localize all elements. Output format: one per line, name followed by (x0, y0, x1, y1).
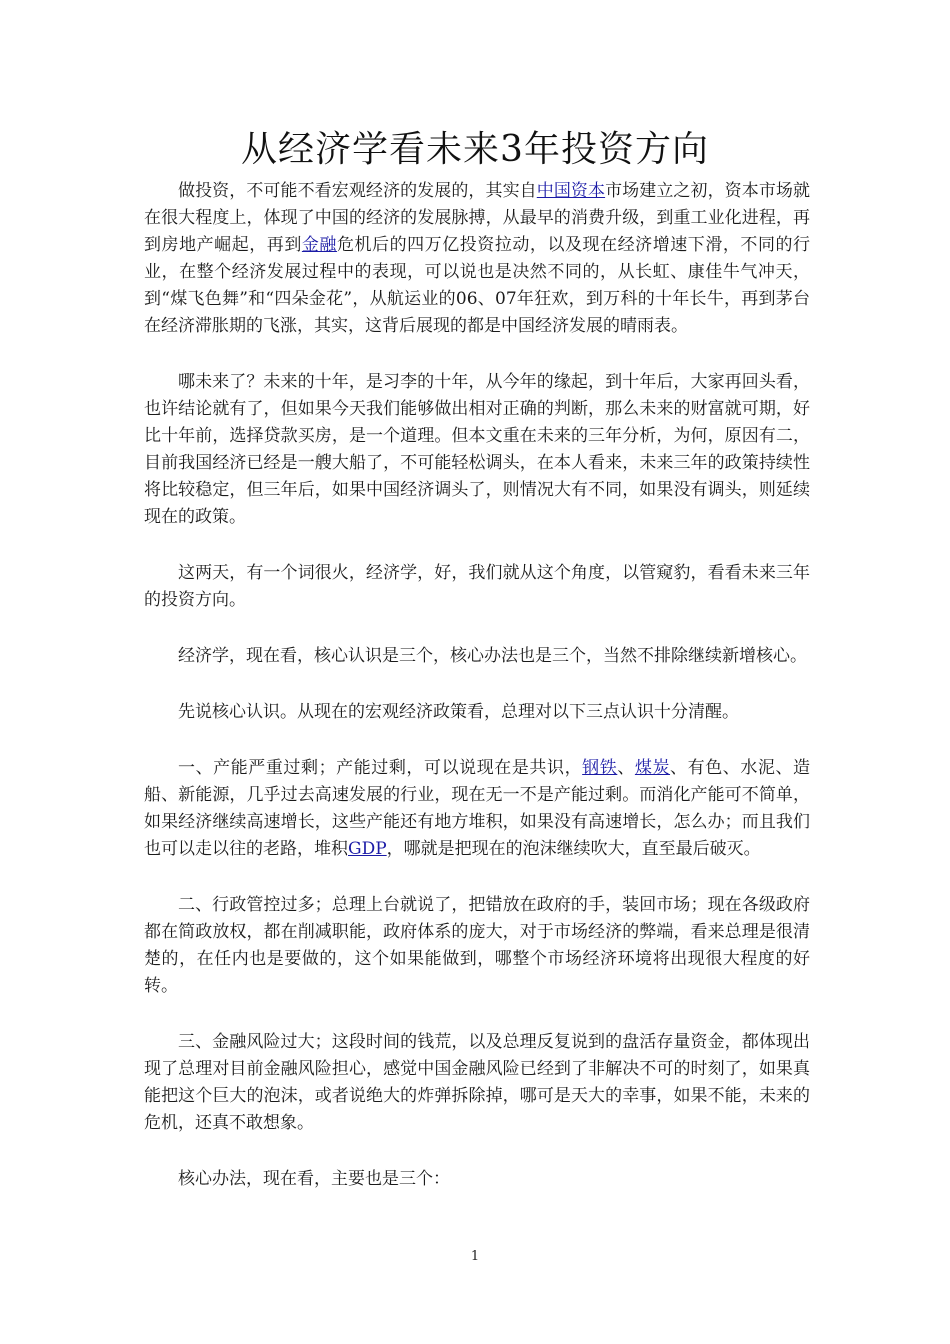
paragraph-text: 做投资，不可能不看宏观经济的发展的，其实自 (178, 181, 537, 201)
paragraph-core-summary: 经济学，现在看，核心认识是三个，核心办法也是三个，当然不排除继续新增核心。 (178, 646, 807, 666)
paragraph-economics-keyword: 这两天，有一个词很火，经济学，好，我们就从这个角度，以管窥豹，看看未来三年的投资方向。 (144, 563, 810, 610)
separator: 、 (617, 758, 635, 778)
paragraph-text: 、有色、水泥、造船、新能源，几乎过去高速发展的行业，现在无一不是产能过剩。而消化产能可不简单，如果经济继续高速增长，这些产能还有地方堆积，如果没有高速增长，怎么办；而且我们也可以走以往的老路，堆积 (144, 758, 811, 859)
paragraph-administrative-control: 二、行政管控过多；总理上台就说了，把错放在政府的手，装回市场；现在各级政府都在简政放权，都在削减职能，政府体系的庞大，对于市场经济的弊端，看来总理是很清楚的，在任内也是要做的，这个如果能做到，哪整个市场经济环境将出现很大程度的好转。 (144, 895, 810, 996)
paragraph-text: ，哪就是把现在的泡沫继续吹大，直至最后破灭。 (386, 839, 761, 859)
document-title: 从经济学看未来3年投资方向 (241, 129, 709, 170)
paragraph-overcapacity (144, 755, 810, 863)
page-number: 1 (470, 1249, 480, 1264)
paragraph-financial-risk: 三、金融风险过大；这段时间的钱荒，以及总理反复说到的盘活存量资金，都体现出现了总理对目前金融风险担心，感觉中国金融风险已经到了非解决不可的时刻了，如果真能把这个巨大的泡沫，或者说绝大的炸弹拆除掉，哪可是天大的幸事，如果不能，未来的危机，还真不敢想象。 (144, 1032, 810, 1133)
paragraph-future: 哪未来了？未来的十年，是习李的十年，从今年的缘起，到十年后，大家再回头看，也许结论就有了，但如果今天我们能够做出相对正确的判断，那么未来的财富就可期，好比十年前，选择贷款买房，是一个道理。但本文重在未来的三年分析，为何，原因有二，目前我国经济已经是一艘大船了，不可能轻松调头，在本人看来，未来三年的政策持续性将比较稳定，但三年后，如果中国经济调头了，则情况大有不同，如果没有调头，则延续现在的政策。 (144, 372, 810, 527)
paragraph-core-awareness: 先说核心认识。从现在的宏观经济政策看，总理对以下三点认识十分清醒。 (178, 702, 739, 722)
link-steel[interactable]: 钢铁 (582, 758, 618, 778)
document-body (144, 178, 810, 1222)
paragraph-text: 市场建立之初，资本市场就在很大程度上，体现了中国的经济的发展脉搏，从最早的消费升级，到重工业化进程，再到房地产崛起，再到 (144, 181, 811, 255)
link-gdp[interactable]: GDP (348, 839, 387, 859)
paragraph-text: 危机后的四万亿投资拉动，以及现在经济增速下滑，不同的行业，在整个经济发展过程中的表现，可以说也是决然不同的，从长虹、康佳牛气冲天，到“煤飞色舞”和“四朵金花”，从航运业的06、07年狂欢，到万科的十年长牛，再到茅台在经济滞胀期的飞涨，其实，这背后展现的都是中国经济发展的晴雨表。 (144, 235, 811, 336)
paragraph-text: 一、产能严重过剩；产能过剩，可以说现在是共识， (178, 758, 583, 778)
link-finance[interactable]: 金融 (301, 235, 337, 255)
link-coal[interactable]: 煤炭 (634, 758, 671, 778)
paragraph-intro (144, 178, 810, 340)
paragraph-core-methods: 核心办法，现在看，主要也是三个： (178, 1169, 450, 1189)
link-china-capital[interactable]: 中国资本 (536, 181, 606, 201)
